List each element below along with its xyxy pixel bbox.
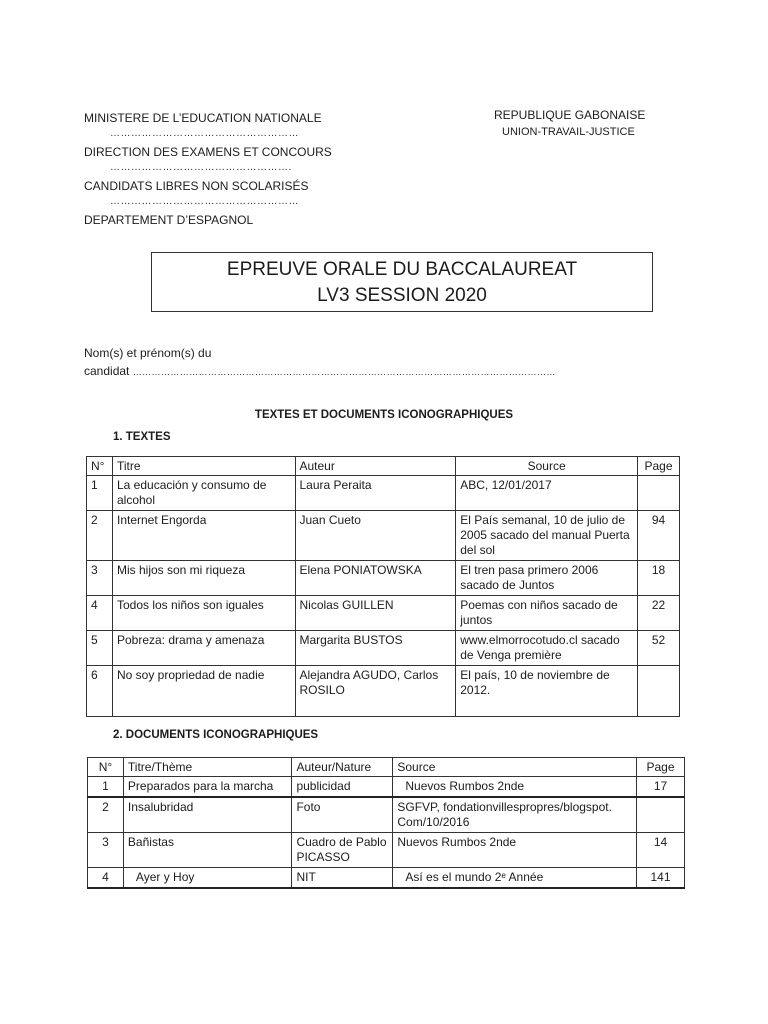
row-number: 2 [88, 797, 124, 833]
table-row [87, 561, 680, 596]
row-page [638, 476, 680, 511]
exam-session: LV3 SESSION 2020 [317, 285, 487, 306]
row-page: 52 [638, 631, 680, 666]
row-author: Juan Cueto [295, 511, 456, 561]
row-number: 2 [87, 511, 113, 561]
texts-table [86, 456, 680, 717]
row-source: www.elmorrocotudo.cl sacado de Venga première [456, 631, 638, 666]
row-source: Así es el mundo 2ᵉ Année [393, 868, 637, 889]
row-page [637, 797, 685, 833]
row-title: La educación y consumo de alcohol [112, 476, 295, 511]
row-source: SGFVP, fondationvillespropres/blogspot. Com/10/2016 [393, 797, 637, 833]
section-title: TEXTES ET DOCUMENTS ICONOGRAPHIQUES [254, 409, 514, 421]
row-author: NIT [292, 868, 393, 889]
row-page: 141 [637, 868, 685, 889]
row-source: El País semanal, 10 de julio de 2005 sacado del manual Puerta del sol [456, 511, 638, 561]
row-author: Laura Peraita [295, 476, 456, 511]
exam-title: EPREUVE ORALE DU BACCALAUREAT [226, 259, 578, 280]
documents-heading: 2. DOCUMENTS ICONOGRAPHIQUES [113, 729, 319, 741]
table-header-row [88, 758, 685, 777]
separator-dots: ……………………………………………… [110, 128, 299, 139]
direction-name: DIRECTION DES EXAMENS ET CONCOURS [84, 145, 332, 159]
header-right [494, 107, 694, 141]
row-source: El tren pasa primero 2006 sacado de Juntos [456, 561, 638, 596]
table-header-row [87, 457, 680, 476]
row-source: El país, 10 de noviembre de 2012. [456, 666, 638, 717]
header-left [84, 110, 384, 228]
separator-dots: ……………………………………………. [110, 162, 292, 173]
row-source: ABC, 12/01/2017 [456, 476, 638, 511]
separator-dots: ……………………………………………… [110, 196, 299, 207]
row-number: 3 [87, 561, 113, 596]
row-number: 1 [88, 777, 124, 798]
row-page [638, 666, 680, 717]
row-author: Foto [292, 797, 393, 833]
column-header: Titre [112, 457, 295, 476]
column-header: Auteur/Nature [292, 758, 393, 777]
row-number: 1 [87, 476, 113, 511]
column-header: Page [637, 758, 685, 777]
column-header: Source [456, 457, 638, 476]
row-author: Elena PONIATOWSKA [295, 561, 456, 596]
row-page: 94 [638, 511, 680, 561]
table-row [88, 777, 685, 798]
row-title: Insalubridad [123, 797, 292, 833]
row-source: Poemas con niños sacado de juntos [456, 596, 638, 631]
candidate-name-field [84, 344, 604, 381]
candidate-label-2: candidat [84, 364, 130, 378]
table-row [87, 596, 680, 631]
documents-table [87, 757, 685, 889]
national-motto: UNION-TRAVAIL-JUSTICE [502, 126, 635, 138]
row-title: Pobreza: drama y amenaza [112, 631, 295, 666]
row-author: Cuadro de Pablo PICASSO [292, 833, 393, 868]
row-title: Todos los niños son iguales [112, 596, 295, 631]
candidates-category: CANDIDATS LIBRES NON SCOLARISÉS [84, 179, 309, 193]
table-row [88, 868, 685, 889]
row-number: 5 [87, 631, 113, 666]
table-row [87, 666, 680, 717]
row-page: 14 [637, 833, 685, 868]
row-author: publicidad [292, 777, 393, 798]
row-title: Bañistas [123, 833, 292, 868]
row-author: Nicolas GUILLEN [295, 596, 456, 631]
candidate-fill-dots: ……………………………………………………………………………………………………………………… [132, 367, 556, 377]
texts-heading: 1. TEXTES [113, 431, 171, 443]
column-header: Auteur [295, 457, 456, 476]
table-row [88, 797, 685, 833]
column-header: N° [87, 457, 113, 476]
row-title: Mis hijos son mi riqueza [112, 561, 295, 596]
row-source: Nuevos Rumbos 2nde [393, 833, 637, 868]
row-number: 6 [87, 666, 113, 717]
exam-title-box [151, 252, 653, 312]
row-source: Nuevos Rumbos 2nde [393, 777, 637, 798]
row-page: 18 [638, 561, 680, 596]
department-name: DEPARTEMENT D’ESPAGNOL [84, 213, 254, 227]
republic-name: REPUBLIQUE GABONAISE [494, 108, 646, 122]
column-header: N° [88, 758, 124, 777]
column-header: Titre/Thème [123, 758, 292, 777]
table-row [87, 511, 680, 561]
row-page: 17 [637, 777, 685, 798]
row-number: 3 [88, 833, 124, 868]
row-number: 4 [88, 868, 124, 889]
column-header: Page [638, 457, 680, 476]
row-title: Ayer y Hoy [123, 868, 292, 889]
row-author: Alejandra AGUDO, Carlos ROSILO [295, 666, 456, 717]
row-number: 4 [87, 596, 113, 631]
candidate-line [84, 362, 604, 381]
table-row [87, 476, 680, 511]
row-page: 22 [638, 596, 680, 631]
table-row [88, 833, 685, 868]
row-author: Margarita BUSTOS [295, 631, 456, 666]
row-title: Preparados para la marcha [123, 777, 292, 798]
row-title: Internet Engorda [112, 511, 295, 561]
row-title: No soy propriedad de nadie [112, 666, 295, 717]
ministry-name: MINISTERE DE L’EDUCATION NATIONALE [84, 111, 322, 125]
candidate-label-1: Nom(s) et prénom(s) du [84, 346, 212, 360]
table-row [87, 631, 680, 666]
column-header: Source [393, 758, 637, 777]
